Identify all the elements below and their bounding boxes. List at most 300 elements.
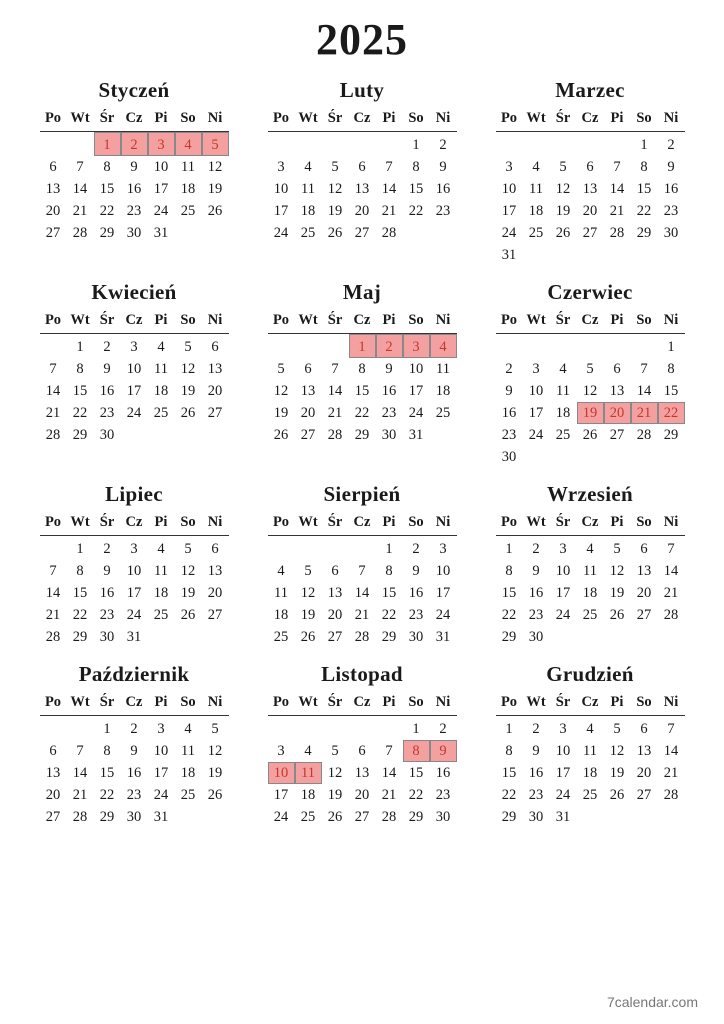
day-cell[interactable]: 28 (72, 808, 88, 825)
day-cell[interactable]: 27 (327, 628, 343, 645)
day-cell[interactable]: 15 (501, 764, 517, 781)
day-cell[interactable]: 15 (408, 180, 424, 197)
day-cell[interactable]: 10 (555, 742, 571, 759)
day-cell[interactable]: 18 (300, 786, 316, 803)
day-cell[interactable]: 11 (181, 158, 195, 175)
day-cell[interactable]: 9 (532, 742, 540, 759)
day-cell[interactable]: 11 (583, 562, 597, 579)
day-cell[interactable]: 14 (72, 180, 88, 197)
day-cell[interactable]: 3 (277, 158, 285, 175)
day-cell[interactable]: 5 (184, 540, 192, 557)
day-cell[interactable]: 18 (582, 584, 598, 601)
day-cell[interactable]: 16 (408, 584, 424, 601)
day-cell[interactable]: 11 (436, 360, 450, 377)
day-cell[interactable]: 9 (667, 158, 675, 175)
day-cell[interactable]: 23 (435, 786, 451, 803)
day-cell[interactable]: 22 (99, 202, 115, 219)
day-cell-holiday[interactable]: 20 (604, 402, 631, 424)
day-cell[interactable]: 26 (555, 224, 571, 241)
day-cell[interactable]: 30 (381, 426, 397, 443)
day-cell[interactable]: 10 (501, 180, 517, 197)
day-cell[interactable]: 26 (300, 628, 316, 645)
day-cell[interactable]: 5 (331, 158, 339, 175)
day-cell[interactable]: 25 (300, 808, 316, 825)
day-cell[interactable]: 6 (358, 158, 366, 175)
day-cell[interactable]: 30 (663, 224, 679, 241)
day-cell[interactable]: 28 (609, 224, 625, 241)
day-cell[interactable]: 10 (126, 360, 142, 377)
day-cell[interactable]: 9 (130, 158, 138, 175)
day-cell[interactable]: 1 (640, 136, 648, 153)
day-cell[interactable]: 10 (153, 742, 169, 759)
day-cell[interactable]: 5 (277, 360, 285, 377)
day-cell[interactable]: 11 (181, 742, 195, 759)
day-cell[interactable]: 7 (667, 720, 675, 737)
day-cell[interactable]: 19 (273, 404, 289, 421)
day-cell-holiday[interactable]: 1 (94, 132, 121, 157)
day-cell[interactable]: 12 (555, 180, 571, 197)
day-cell[interactable]: 4 (157, 338, 165, 355)
day-cell[interactable]: 6 (613, 360, 621, 377)
day-cell[interactable]: 16 (99, 382, 115, 399)
day-cell[interactable]: 7 (49, 360, 57, 377)
day-cell[interactable]: 15 (99, 764, 115, 781)
day-cell[interactable]: 22 (501, 786, 517, 803)
day-cell[interactable]: 26 (609, 786, 625, 803)
day-cell[interactable]: 23 (99, 606, 115, 623)
day-cell[interactable]: 28 (663, 606, 679, 623)
day-cell[interactable]: 25 (555, 426, 571, 443)
day-cell[interactable]: 21 (72, 202, 88, 219)
day-cell[interactable]: 15 (381, 584, 397, 601)
day-cell[interactable]: 21 (609, 202, 625, 219)
day-cell-holiday[interactable]: 2 (376, 334, 403, 359)
day-cell[interactable]: 17 (273, 202, 289, 219)
day-cell[interactable]: 22 (501, 606, 517, 623)
day-cell-holiday[interactable]: 9 (430, 740, 457, 762)
day-cell[interactable]: 15 (72, 382, 88, 399)
day-cell[interactable]: 8 (640, 158, 648, 175)
day-cell[interactable]: 29 (72, 628, 88, 645)
day-cell[interactable]: 6 (640, 720, 648, 737)
day-cell[interactable]: 28 (45, 628, 61, 645)
day-cell[interactable]: 3 (130, 540, 138, 557)
day-cell[interactable]: 15 (636, 180, 652, 197)
day-cell[interactable]: 1 (76, 338, 84, 355)
day-cell[interactable]: 14 (381, 180, 397, 197)
day-cell[interactable]: 30 (99, 426, 115, 443)
day-cell[interactable]: 19 (180, 382, 196, 399)
day-cell[interactable]: 24 (408, 404, 424, 421)
day-cell[interactable]: 12 (207, 158, 223, 175)
day-cell[interactable]: 31 (555, 808, 571, 825)
day-cell[interactable]: 25 (180, 202, 196, 219)
day-cell[interactable]: 12 (327, 180, 343, 197)
day-cell[interactable]: 16 (528, 584, 544, 601)
day-cell[interactable]: 22 (408, 202, 424, 219)
day-cell[interactable]: 28 (45, 426, 61, 443)
day-cell[interactable]: 9 (505, 382, 513, 399)
day-cell-holiday[interactable]: 22 (658, 402, 685, 424)
day-cell[interactable]: 2 (532, 720, 540, 737)
day-cell[interactable]: 20 (45, 202, 61, 219)
day-cell[interactable]: 23 (381, 404, 397, 421)
day-cell[interactable]: 31 (408, 426, 424, 443)
day-cell[interactable]: 19 (207, 180, 223, 197)
day-cell[interactable]: 1 (667, 338, 675, 355)
day-cell-holiday[interactable]: 1 (349, 334, 376, 359)
day-cell-holiday[interactable]: 19 (577, 402, 604, 424)
day-cell[interactable]: 11 (583, 742, 597, 759)
day-cell[interactable]: 29 (354, 426, 370, 443)
day-cell-holiday[interactable]: 4 (430, 334, 457, 359)
day-cell[interactable]: 23 (528, 606, 544, 623)
day-cell[interactable]: 4 (586, 720, 594, 737)
day-cell[interactable]: 19 (609, 584, 625, 601)
day-cell[interactable]: 27 (354, 808, 370, 825)
day-cell[interactable]: 27 (636, 606, 652, 623)
day-cell[interactable]: 25 (435, 404, 451, 421)
day-cell-holiday[interactable]: 8 (403, 740, 430, 762)
day-cell[interactable]: 2 (532, 540, 540, 557)
day-cell[interactable]: 1 (103, 720, 111, 737)
day-cell[interactable]: 3 (157, 720, 165, 737)
day-cell[interactable]: 24 (126, 404, 142, 421)
day-cell[interactable]: 17 (153, 764, 169, 781)
day-cell[interactable]: 14 (381, 764, 397, 781)
day-cell[interactable]: 3 (532, 360, 540, 377)
day-cell[interactable]: 29 (99, 224, 115, 241)
day-cell[interactable]: 17 (435, 584, 451, 601)
day-cell[interactable]: 23 (435, 202, 451, 219)
day-cell[interactable]: 6 (211, 338, 219, 355)
day-cell[interactable]: 6 (211, 540, 219, 557)
day-cell[interactable]: 14 (45, 382, 61, 399)
day-cell[interactable]: 18 (435, 382, 451, 399)
day-cell[interactable]: 21 (381, 202, 397, 219)
day-cell[interactable]: 13 (582, 180, 598, 197)
day-cell[interactable]: 26 (327, 224, 343, 241)
day-cell[interactable]: 29 (99, 808, 115, 825)
day-cell[interactable]: 26 (609, 606, 625, 623)
day-cell[interactable]: 25 (273, 628, 289, 645)
day-cell[interactable]: 23 (528, 786, 544, 803)
day-cell[interactable]: 31 (126, 628, 142, 645)
day-cell[interactable]: 15 (72, 584, 88, 601)
day-cell[interactable]: 18 (528, 202, 544, 219)
day-cell[interactable]: 7 (49, 562, 57, 579)
day-cell[interactable]: 20 (354, 786, 370, 803)
day-cell[interactable]: 19 (207, 764, 223, 781)
day-cell[interactable]: 19 (180, 584, 196, 601)
day-cell[interactable]: 11 (154, 562, 168, 579)
day-cell[interactable]: 7 (76, 158, 84, 175)
day-cell[interactable]: 26 (207, 202, 223, 219)
day-cell[interactable]: 15 (354, 382, 370, 399)
day-cell[interactable]: 30 (528, 628, 544, 645)
day-cell[interactable]: 29 (636, 224, 652, 241)
day-cell[interactable]: 24 (555, 606, 571, 623)
day-cell-holiday[interactable]: 5 (202, 132, 229, 157)
day-cell[interactable]: 24 (126, 606, 142, 623)
day-cell[interactable]: 21 (45, 606, 61, 623)
day-cell[interactable]: 24 (273, 808, 289, 825)
day-cell[interactable]: 20 (45, 786, 61, 803)
day-cell[interactable]: 4 (157, 540, 165, 557)
day-cell[interactable]: 16 (381, 382, 397, 399)
day-cell[interactable]: 7 (331, 360, 339, 377)
day-cell[interactable]: 3 (130, 338, 138, 355)
day-cell[interactable]: 25 (153, 606, 169, 623)
day-cell[interactable]: 19 (327, 202, 343, 219)
day-cell[interactable]: 18 (180, 764, 196, 781)
day-cell[interactable]: 14 (609, 180, 625, 197)
day-cell[interactable]: 24 (273, 224, 289, 241)
day-cell[interactable]: 28 (381, 224, 397, 241)
day-cell[interactable]: 12 (327, 764, 343, 781)
day-cell[interactable]: 3 (277, 742, 285, 759)
day-cell[interactable]: 4 (184, 720, 192, 737)
day-cell[interactable]: 5 (184, 338, 192, 355)
day-cell[interactable]: 25 (153, 404, 169, 421)
day-cell-holiday[interactable]: 3 (148, 132, 175, 157)
day-cell[interactable]: 31 (501, 246, 517, 263)
day-cell[interactable]: 16 (435, 180, 451, 197)
day-cell[interactable]: 20 (582, 202, 598, 219)
day-cell[interactable]: 27 (207, 404, 223, 421)
day-cell[interactable]: 7 (385, 158, 393, 175)
day-cell[interactable]: 12 (609, 562, 625, 579)
day-cell[interactable]: 31 (435, 628, 451, 645)
day-cell[interactable]: 9 (103, 360, 111, 377)
day-cell[interactable]: 22 (72, 606, 88, 623)
day-cell[interactable]: 10 (126, 562, 142, 579)
day-cell[interactable]: 26 (273, 426, 289, 443)
day-cell[interactable]: 13 (354, 180, 370, 197)
day-cell[interactable]: 13 (45, 180, 61, 197)
day-cell[interactable]: 22 (381, 606, 397, 623)
day-cell[interactable]: 16 (435, 764, 451, 781)
day-cell[interactable]: 21 (663, 584, 679, 601)
day-cell[interactable]: 3 (439, 540, 447, 557)
day-cell[interactable]: 2 (412, 540, 420, 557)
day-cell[interactable]: 2 (130, 720, 138, 737)
day-cell[interactable]: 8 (103, 158, 111, 175)
day-cell[interactable]: 23 (408, 606, 424, 623)
day-cell[interactable]: 17 (528, 404, 544, 421)
day-cell[interactable]: 16 (126, 180, 142, 197)
day-cell[interactable]: 14 (663, 562, 679, 579)
day-cell[interactable]: 5 (304, 562, 312, 579)
day-cell[interactable]: 6 (358, 742, 366, 759)
day-cell[interactable]: 25 (300, 224, 316, 241)
day-cell[interactable]: 21 (381, 786, 397, 803)
day-cell-holiday[interactable]: 2 (121, 132, 148, 157)
day-cell[interactable]: 26 (327, 808, 343, 825)
day-cell[interactable]: 1 (505, 720, 513, 737)
day-cell-holiday[interactable]: 11 (295, 762, 322, 784)
day-cell[interactable]: 27 (300, 426, 316, 443)
day-cell[interactable]: 27 (45, 808, 61, 825)
day-cell[interactable]: 6 (640, 540, 648, 557)
day-cell[interactable]: 5 (331, 742, 339, 759)
day-cell[interactable]: 17 (555, 764, 571, 781)
day-cell[interactable]: 22 (408, 786, 424, 803)
day-cell[interactable]: 18 (273, 606, 289, 623)
day-cell[interactable]: 30 (126, 224, 142, 241)
day-cell[interactable]: 14 (663, 742, 679, 759)
day-cell[interactable]: 13 (327, 584, 343, 601)
day-cell[interactable]: 4 (586, 540, 594, 557)
day-cell[interactable]: 21 (354, 606, 370, 623)
day-cell[interactable]: 9 (532, 562, 540, 579)
day-cell[interactable]: 26 (207, 786, 223, 803)
day-cell[interactable]: 4 (277, 562, 285, 579)
day-cell[interactable]: 12 (207, 742, 223, 759)
day-cell[interactable]: 28 (636, 426, 652, 443)
day-cell[interactable]: 13 (300, 382, 316, 399)
day-cell[interactable]: 10 (153, 158, 169, 175)
day-cell[interactable]: 20 (354, 202, 370, 219)
day-cell[interactable]: 5 (586, 360, 594, 377)
day-cell[interactable]: 9 (439, 158, 447, 175)
day-cell[interactable]: 16 (663, 180, 679, 197)
day-cell[interactable]: 6 (586, 158, 594, 175)
day-cell[interactable]: 27 (582, 224, 598, 241)
day-cell[interactable]: 4 (304, 742, 312, 759)
day-cell[interactable]: 25 (582, 606, 598, 623)
day-cell[interactable]: 17 (126, 584, 142, 601)
day-cell[interactable]: 7 (358, 562, 366, 579)
day-cell[interactable]: 26 (180, 404, 196, 421)
day-cell[interactable]: 24 (555, 786, 571, 803)
day-cell[interactable]: 17 (126, 382, 142, 399)
day-cell[interactable]: 13 (207, 360, 223, 377)
day-cell[interactable]: 27 (636, 786, 652, 803)
day-cell[interactable]: 13 (636, 742, 652, 759)
day-cell[interactable]: 12 (300, 584, 316, 601)
day-cell[interactable]: 20 (636, 764, 652, 781)
day-cell[interactable]: 9 (412, 562, 420, 579)
day-cell[interactable]: 19 (327, 786, 343, 803)
day-cell[interactable]: 3 (505, 158, 513, 175)
day-cell[interactable]: 23 (663, 202, 679, 219)
day-cell[interactable]: 9 (385, 360, 393, 377)
day-cell[interactable]: 19 (609, 764, 625, 781)
day-cell[interactable]: 16 (501, 404, 517, 421)
day-cell[interactable]: 29 (72, 426, 88, 443)
day-cell[interactable]: 8 (385, 562, 393, 579)
day-cell[interactable]: 20 (207, 584, 223, 601)
day-cell[interactable]: 23 (126, 202, 142, 219)
day-cell[interactable]: 5 (211, 720, 219, 737)
day-cell[interactable]: 18 (555, 404, 571, 421)
day-cell[interactable]: 23 (501, 426, 517, 443)
day-cell[interactable]: 7 (667, 540, 675, 557)
day-cell[interactable]: 1 (385, 540, 393, 557)
day-cell[interactable]: 17 (501, 202, 517, 219)
day-cell[interactable]: 9 (103, 562, 111, 579)
day-cell[interactable]: 20 (636, 584, 652, 601)
day-cell[interactable]: 31 (153, 808, 169, 825)
day-cell-holiday[interactable]: 3 (403, 334, 430, 359)
day-cell[interactable]: 22 (99, 786, 115, 803)
day-cell[interactable]: 24 (153, 202, 169, 219)
day-cell[interactable]: 5 (613, 720, 621, 737)
day-cell[interactable]: 6 (304, 360, 312, 377)
day-cell[interactable]: 22 (354, 404, 370, 421)
day-cell[interactable]: 8 (103, 742, 111, 759)
day-cell[interactable]: 28 (354, 628, 370, 645)
day-cell[interactable]: 11 (556, 382, 570, 399)
day-cell[interactable]: 21 (663, 764, 679, 781)
day-cell[interactable]: 25 (528, 224, 544, 241)
day-cell[interactable]: 18 (300, 202, 316, 219)
day-cell[interactable]: 17 (408, 382, 424, 399)
day-cell[interactable]: 26 (180, 606, 196, 623)
day-cell[interactable]: 13 (45, 764, 61, 781)
day-cell[interactable]: 8 (505, 562, 513, 579)
day-cell[interactable]: 7 (76, 742, 84, 759)
day-cell[interactable]: 24 (435, 606, 451, 623)
day-cell[interactable]: 28 (663, 786, 679, 803)
day-cell[interactable]: 11 (529, 180, 543, 197)
day-cell[interactable]: 19 (555, 202, 571, 219)
day-cell[interactable]: 30 (99, 628, 115, 645)
day-cell[interactable]: 6 (331, 562, 339, 579)
day-cell[interactable]: 28 (381, 808, 397, 825)
day-cell[interactable]: 29 (663, 426, 679, 443)
day-cell[interactable]: 30 (435, 808, 451, 825)
day-cell-holiday[interactable]: 21 (631, 402, 658, 424)
day-cell[interactable]: 21 (45, 404, 61, 421)
day-cell[interactable]: 23 (99, 404, 115, 421)
day-cell[interactable]: 24 (153, 786, 169, 803)
day-cell[interactable]: 6 (49, 742, 57, 759)
day-cell[interactable]: 20 (207, 382, 223, 399)
day-cell[interactable]: 14 (72, 764, 88, 781)
day-cell[interactable]: 10 (555, 562, 571, 579)
day-cell[interactable]: 2 (667, 136, 675, 153)
day-cell[interactable]: 18 (153, 584, 169, 601)
day-cell[interactable]: 5 (613, 540, 621, 557)
day-cell[interactable]: 2 (103, 338, 111, 355)
day-cell[interactable]: 2 (439, 136, 447, 153)
day-cell[interactable]: 11 (274, 584, 288, 601)
day-cell[interactable]: 18 (180, 180, 196, 197)
day-cell[interactable]: 15 (501, 584, 517, 601)
day-cell[interactable]: 22 (636, 202, 652, 219)
day-cell[interactable]: 19 (300, 606, 316, 623)
day-cell[interactable]: 17 (153, 180, 169, 197)
day-cell[interactable]: 5 (559, 158, 567, 175)
day-cell[interactable]: 8 (667, 360, 675, 377)
day-cell[interactable]: 29 (501, 628, 517, 645)
day-cell[interactable]: 30 (528, 808, 544, 825)
day-cell[interactable]: 7 (385, 742, 393, 759)
day-cell[interactable]: 11 (301, 180, 315, 197)
day-cell[interactable]: 9 (130, 742, 138, 759)
day-cell[interactable]: 21 (327, 404, 343, 421)
day-cell[interactable]: 2 (505, 360, 513, 377)
day-cell[interactable]: 29 (501, 808, 517, 825)
day-cell[interactable]: 26 (582, 426, 598, 443)
day-cell[interactable]: 29 (381, 628, 397, 645)
day-cell[interactable]: 4 (304, 158, 312, 175)
day-cell[interactable]: 7 (640, 360, 648, 377)
day-cell[interactable]: 16 (528, 764, 544, 781)
day-cell[interactable]: 12 (273, 382, 289, 399)
